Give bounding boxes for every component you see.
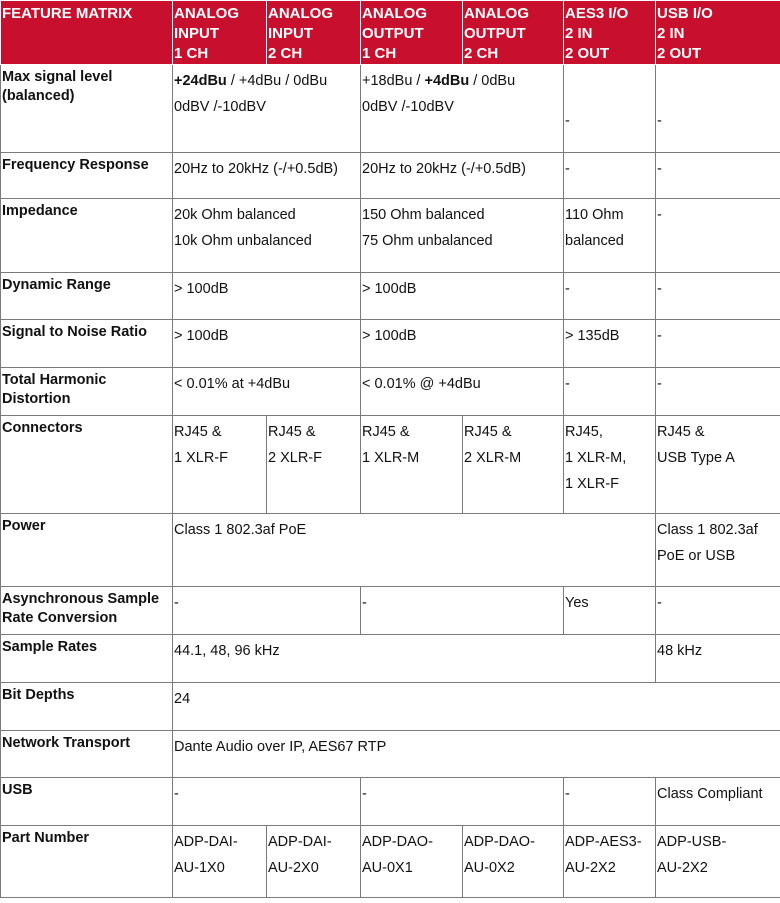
value: ADP-DAO-	[362, 834, 433, 850]
cell-part-number	[361, 826, 463, 898]
row-dynamic-range	[1, 273, 780, 320]
cell-connector	[173, 416, 267, 514]
cell-output-usb: -	[361, 778, 564, 826]
value: AU-0X2	[464, 860, 515, 876]
value: AU-2X0	[268, 860, 319, 876]
value: -	[565, 113, 570, 129]
value: RJ45,	[565, 424, 603, 440]
cell-input-frequency: 20Hz to 20kHz (-/+0.5dB)	[173, 153, 361, 199]
row-label: Total Harmonic Distortion	[1, 368, 173, 416]
value: AU-0X1	[362, 860, 413, 876]
cell-usb-usb: Class Compliant	[656, 778, 780, 826]
header-line: 2 IN	[565, 25, 593, 42]
header-line: OUTPUT	[362, 25, 424, 42]
value: ADP-DAI-	[268, 834, 332, 850]
header-aes3-io	[564, 1, 656, 65]
value: 110 Ohm	[565, 207, 624, 223]
cell-usb-impedance: -	[656, 199, 780, 273]
cell-connector	[463, 416, 564, 514]
value: USB Type A	[657, 450, 735, 466]
header-line: INPUT	[268, 25, 313, 42]
cell-input-dynamic: > 100dB	[173, 273, 361, 320]
cell-output-thd: < 0.01% @ +4dBu	[361, 368, 564, 416]
value: 1 XLR-F	[174, 450, 228, 466]
value: ADP-USB-	[657, 834, 727, 850]
cell-output-snr: > 100dB	[361, 320, 564, 368]
row-label: Max signal level (balanced)	[1, 65, 173, 153]
value: balanced	[565, 233, 624, 249]
value: / 0dBu	[469, 73, 516, 89]
header-analog-output-1ch	[361, 1, 463, 65]
cell-output-asrc: -	[361, 587, 564, 635]
cell-input-max-signal	[173, 65, 361, 153]
value: -	[657, 113, 662, 129]
row-label: Network Transport	[1, 731, 173, 778]
value: RJ45 &	[174, 424, 222, 440]
row-label: Dynamic Range	[1, 273, 173, 320]
row-label: Connectors	[1, 416, 173, 514]
value: 2 XLR-F	[268, 450, 322, 466]
cell-part-number	[267, 826, 361, 898]
value: 2 XLR-M	[464, 450, 522, 466]
header-line: 2 OUT	[565, 45, 610, 62]
cell-connector	[361, 416, 463, 514]
value: ADP-DAI-	[174, 834, 238, 850]
header-line: 2 OUT	[657, 45, 702, 62]
row-bit-depths	[1, 683, 780, 731]
cell-output-impedance	[361, 199, 564, 273]
cell-input-asrc: -	[173, 587, 361, 635]
header-row	[1, 1, 780, 65]
value: AU-2X2	[657, 860, 708, 876]
cell-network: Dante Audio over IP, AES67 RTP	[173, 731, 780, 778]
cell-aes-asrc: Yes	[564, 587, 656, 635]
cell-usb-thd: -	[656, 368, 780, 416]
header-line: 2 IN	[657, 25, 685, 42]
row-network-transport	[1, 731, 780, 778]
cell-part-number	[656, 826, 780, 898]
cell-usb-frequency: -	[656, 153, 780, 199]
cell-connector	[656, 416, 780, 514]
cell-sample-rates-usb: 48 kHz	[656, 635, 780, 683]
value: RJ45 &	[268, 424, 316, 440]
value-line2: 0dBV /-10dBV	[362, 99, 454, 115]
bold-value: +4dBu	[424, 73, 470, 89]
cell-input-snr: > 100dB	[173, 320, 361, 368]
row-label: Impedance	[1, 199, 173, 273]
value: 20k Ohm balanced	[174, 207, 296, 223]
cell-aes-frequency: -	[564, 153, 656, 199]
value: / +4dBu / 0dBu	[226, 73, 328, 89]
cell-usb-snr: -	[656, 320, 780, 368]
row-connectors	[1, 416, 780, 514]
value: ADP-DAO-	[464, 834, 535, 850]
cell-aes-max-signal	[564, 65, 656, 153]
row-impedance	[1, 199, 780, 273]
header-line: OUTPUT	[464, 25, 526, 42]
cell-output-dynamic: > 100dB	[361, 273, 564, 320]
row-label: Signal to Noise Ratio	[1, 320, 173, 368]
row-snr	[1, 320, 780, 368]
value: 75 Ohm unbalanced	[362, 233, 493, 249]
header-usb-io	[656, 1, 780, 65]
header-line: INPUT	[174, 25, 219, 42]
cell-connector	[267, 416, 361, 514]
header-line: USB I/O	[657, 5, 713, 22]
cell-aes-dynamic: -	[564, 273, 656, 320]
cell-part-number	[173, 826, 267, 898]
row-label: Frequency Response	[1, 153, 173, 199]
bold-value: +24dBu	[174, 73, 227, 89]
header-feature-matrix	[1, 1, 173, 65]
cell-part-number	[564, 826, 656, 898]
row-label: Part Number	[1, 826, 173, 898]
value: ADP-AES3-	[565, 834, 642, 850]
value: RJ45 &	[464, 424, 512, 440]
cell-connector	[564, 416, 656, 514]
cell-usb-asrc: -	[656, 587, 780, 635]
cell-aes-impedance	[564, 199, 656, 273]
value-line2: 0dBV /-10dBV	[174, 99, 266, 115]
cell-usb-max-signal	[656, 65, 780, 153]
row-label: Sample Rates	[1, 635, 173, 683]
cell-sample-rates-main: 44.1, 48, 96 kHz	[173, 635, 656, 683]
cell-aes-usb: -	[564, 778, 656, 826]
cell-input-thd: < 0.01% at +4dBu	[173, 368, 361, 416]
cell-bit-depths: 24	[173, 683, 780, 731]
cell-aes-snr: > 135dB	[564, 320, 656, 368]
row-frequency-response	[1, 153, 780, 199]
header-line: ANALOG	[174, 5, 239, 22]
row-label: Asynchronous Sample Rate Conversion	[1, 587, 173, 635]
header-line: 2 CH	[464, 45, 499, 62]
cell-aes-thd: -	[564, 368, 656, 416]
row-label: Power	[1, 514, 173, 587]
header-line: 2 CH	[268, 45, 303, 62]
cell-input-impedance	[173, 199, 361, 273]
cell-input-usb: -	[173, 778, 361, 826]
value: 1 XLR-M,	[565, 450, 627, 466]
value: 1 XLR-M	[362, 450, 420, 466]
row-sample-rates	[1, 635, 780, 683]
value: PoE or USB	[657, 548, 736, 564]
cell-output-frequency: 20Hz to 20kHz (-/+0.5dB)	[361, 153, 564, 199]
header-line: 1 CH	[174, 45, 209, 62]
cell-usb-dynamic: -	[656, 273, 780, 320]
header-line: ANALOG	[362, 5, 427, 22]
value: AU-2X2	[565, 860, 616, 876]
value: AU-1X0	[174, 860, 225, 876]
row-max-signal	[1, 65, 780, 153]
header-line: ANALOG	[464, 5, 529, 22]
value: 1 XLR-F	[565, 476, 619, 492]
cell-power-usb	[656, 514, 780, 587]
value: RJ45 &	[362, 424, 410, 440]
cell-part-number	[463, 826, 564, 898]
header-analog-input-1ch	[173, 1, 267, 65]
value: 150 Ohm balanced	[362, 207, 485, 223]
value: +18dBu /	[362, 73, 425, 89]
header-line: AES3 I/O	[565, 5, 629, 22]
header-analog-output-2ch	[463, 1, 564, 65]
header-analog-input-2ch	[267, 1, 361, 65]
row-part-number	[1, 826, 780, 898]
header-line: 1 CH	[362, 45, 397, 62]
row-power	[1, 514, 780, 587]
header-text: FEATURE MATRIX	[2, 5, 133, 22]
header-line: ANALOG	[268, 5, 333, 22]
cell-power-main: Class 1 802.3af PoE	[173, 514, 656, 587]
row-thd	[1, 368, 780, 416]
cell-output-max-signal	[361, 65, 564, 153]
value: RJ45 &	[657, 424, 705, 440]
row-label: Bit Depths	[1, 683, 173, 731]
row-asrc	[1, 587, 780, 635]
value: 10k Ohm unbalanced	[174, 233, 312, 249]
value: Class 1 802.3af	[657, 522, 758, 538]
row-label: USB	[1, 778, 173, 826]
row-usb	[1, 778, 780, 826]
